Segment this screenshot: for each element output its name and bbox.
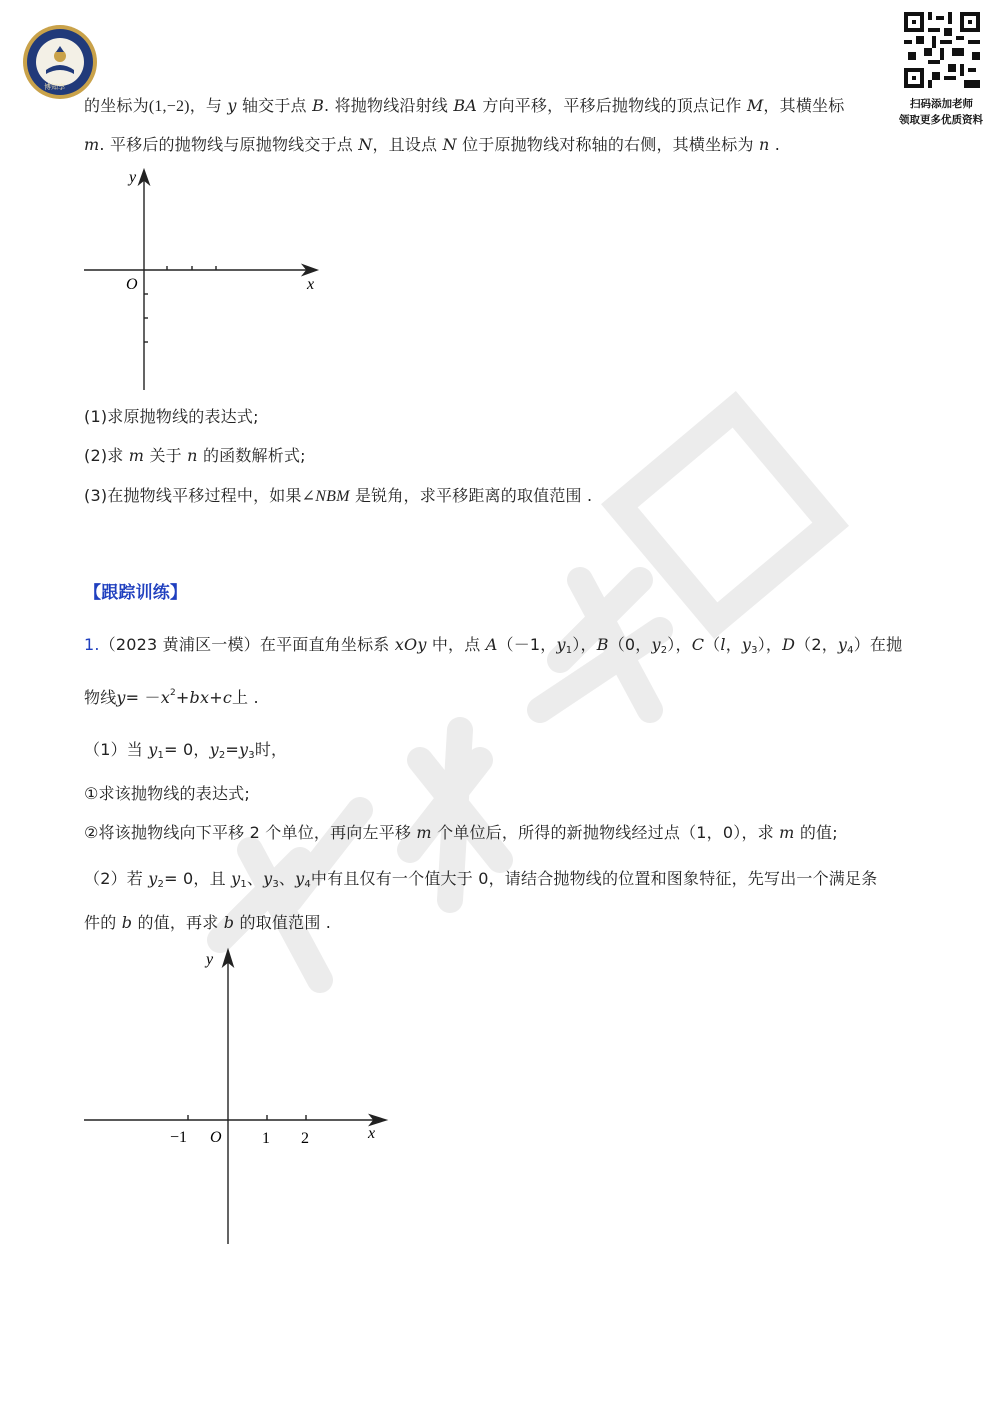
text: 的值;: [799, 823, 838, 842]
superscript: 2: [169, 688, 176, 698]
text: =: [225, 740, 239, 759]
text: 的取值范围 .: [239, 913, 332, 932]
text: （－1，: [497, 635, 557, 654]
var: n: [758, 135, 770, 154]
tick-label-2: 2: [301, 1130, 309, 1147]
practice-line-6: [84, 866, 877, 890]
subscript: 3: [248, 750, 255, 761]
text: 位于原抛物线对称轴的右侧，其横坐标为: [462, 135, 754, 154]
var: m: [416, 823, 432, 842]
var: M: [746, 96, 764, 115]
question-1: (1)求原抛物线的表达式;: [84, 407, 259, 426]
var: m: [84, 135, 100, 154]
text: 件的: [84, 913, 117, 932]
text: +: [209, 688, 223, 707]
text: 是锐角，求平移距离的取值范围 .: [354, 486, 593, 505]
text: 的坐标为: [84, 96, 149, 115]
text: +: [175, 688, 190, 707]
text: ，与: [189, 96, 223, 115]
practice-line-7: [84, 910, 331, 933]
y-axis-label: y: [129, 169, 137, 186]
question-2: [84, 443, 306, 466]
qr-caption-1: 扫码添加老师: [910, 98, 973, 110]
text: 关于: [149, 446, 182, 465]
practice-line-4: ①求该抛物线的表达式;: [84, 784, 250, 803]
var: y: [556, 635, 566, 654]
var: A: [485, 635, 498, 654]
problem-line-1: [84, 93, 844, 116]
text: 上 .: [231, 688, 259, 707]
text: 、: [246, 869, 264, 888]
text: . 平移后的抛物线与原抛物线交于点: [99, 135, 353, 154]
var: B: [596, 635, 609, 654]
text: （2，: [795, 635, 838, 654]
var: b: [121, 913, 133, 932]
practice-line-3: [84, 737, 287, 761]
x-axis-label: x: [368, 1125, 376, 1142]
text: = －: [125, 688, 161, 707]
text: 中，点: [431, 635, 481, 654]
text: (3)在抛物线平移过程中，如果: [84, 486, 302, 505]
var: BA: [453, 96, 478, 115]
subscript: 4: [304, 879, 311, 890]
var: B: [312, 96, 325, 115]
text: 轴交于点: [241, 96, 307, 115]
practice-section-title: 【跟踪训练】: [84, 583, 188, 603]
var: bx: [189, 688, 210, 707]
origin-label: O: [126, 276, 138, 293]
practice-line-5: [84, 820, 838, 843]
qr-code-icon: [904, 12, 980, 88]
tick-label-1: 1: [262, 1130, 270, 1147]
y-axis-label: y: [206, 951, 214, 968]
text: 、: [278, 869, 296, 888]
var: C: [691, 635, 705, 654]
practice-line-2: [84, 685, 259, 708]
tick-label-neg1: −1: [170, 1129, 188, 1146]
text: (2)求: [84, 446, 124, 465]
var: y: [148, 740, 158, 759]
text: 中有且仅有一个值大于 0，请结合抛物线的位置和图象特征，先写出一个满足条: [310, 869, 878, 888]
var: y: [837, 635, 848, 654]
logo-text: 博知享: [44, 83, 65, 91]
subscript: 2: [218, 750, 226, 761]
var: y: [116, 688, 126, 707]
text: = 0，且: [164, 869, 226, 888]
var: y: [209, 740, 219, 759]
text: ），: [667, 635, 692, 654]
text: . 将抛物线沿射线: [324, 96, 449, 115]
var: b: [223, 913, 235, 932]
var: n: [187, 446, 198, 465]
question-3: [84, 483, 592, 506]
var: y: [148, 869, 158, 888]
var: y: [263, 869, 273, 888]
var: y: [231, 869, 241, 888]
text: ）在抛: [853, 635, 903, 654]
text: = 0，: [164, 740, 210, 759]
text: 的值，再求: [137, 913, 219, 932]
x-axis-label: x: [307, 276, 315, 293]
text: 方向平移，平移后抛物线的顶点记作: [482, 96, 742, 115]
text: 时，: [254, 740, 288, 759]
var: l: [720, 635, 726, 654]
var: N: [358, 135, 373, 154]
text: ②将该抛物线向下平移 2 个单位，再向左平移: [84, 823, 412, 842]
text: ），: [572, 635, 597, 654]
qr-caption-2: 领取更多优质资料: [899, 114, 983, 126]
coordinate-axes-2: [80, 942, 400, 1252]
problem-number: 1.: [84, 635, 100, 654]
subscript: 3: [751, 645, 758, 656]
var: xOy: [394, 635, 427, 654]
text: 物线: [84, 688, 117, 707]
practice-line-1: [84, 632, 902, 656]
text: ，其横坐标: [763, 96, 845, 115]
subscript: 1: [240, 879, 247, 890]
subscript: 4: [847, 645, 854, 656]
text: 的函数解析式;: [202, 446, 306, 465]
coord-value: (1,−2): [148, 98, 190, 115]
text: （: [704, 635, 721, 654]
text: ，且设点: [372, 135, 438, 154]
coordinate-axes-1: [80, 160, 330, 400]
text: 个单位后，所得的新抛物线经过点（1，0），求: [437, 823, 774, 842]
subscript: 3: [272, 879, 279, 890]
angle-expr: ∠NBM: [301, 488, 350, 505]
text: （1）当: [84, 740, 143, 759]
var: m: [779, 823, 795, 842]
var: c: [222, 688, 232, 707]
problem-line-2: [84, 132, 780, 155]
text: （2）若: [84, 869, 143, 888]
school-logo: [22, 24, 98, 100]
qr-code[interactable]: [904, 12, 980, 88]
var: y: [741, 635, 752, 654]
var: y: [239, 740, 249, 759]
subscript: 1: [565, 645, 573, 656]
var: y: [651, 635, 661, 654]
text: （2023 黄浦区一模）在平面直角坐标系: [99, 635, 390, 654]
text: （0，: [608, 635, 652, 654]
text: ），: [757, 635, 783, 654]
var: x: [160, 688, 170, 707]
var: m: [128, 446, 145, 465]
subscript: 1: [157, 750, 165, 761]
subscript: 2: [660, 645, 668, 656]
var: y: [295, 869, 305, 888]
subscript: 2: [157, 879, 165, 890]
text: .: [774, 135, 781, 154]
var: N: [442, 135, 457, 154]
origin-label: O: [210, 1129, 222, 1146]
var: y: [227, 96, 237, 115]
text: ，: [725, 635, 742, 654]
var: D: [782, 635, 796, 654]
